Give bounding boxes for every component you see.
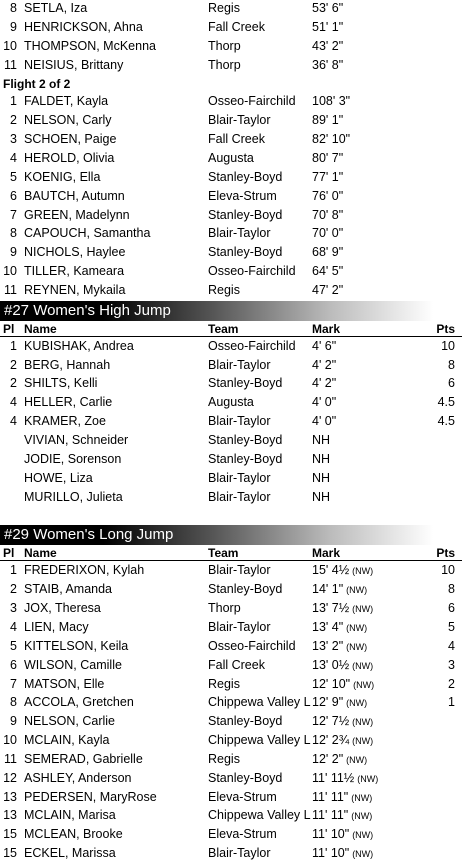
place: 4: [10, 414, 17, 429]
mark-value: 53' 6": [312, 1, 344, 15]
place: 9: [10, 245, 17, 260]
result-row: [0, 243, 471, 262]
points: 4.5: [437, 395, 455, 410]
athlete-name: HEROLD, Olivia: [24, 150, 115, 165]
wind-note: (NW): [352, 566, 374, 577]
athlete-name: NEISIUS, Brittany: [24, 57, 124, 72]
result-row: [0, 431, 471, 450]
team-name: Stanley-Boyd: [208, 770, 283, 785]
team-name: Osseo-Fairchild: [208, 338, 296, 353]
mark: [312, 844, 373, 864]
team-name: Blair-Taylor: [208, 470, 271, 485]
mark-value: 70' 8": [312, 207, 344, 222]
result-row: [0, 844, 471, 863]
team-name: Blair-Taylor: [208, 619, 271, 634]
athlete-name: VIVIAN, Schneider: [24, 433, 129, 447]
athlete-name: MCLAIN, Kayla: [24, 733, 110, 748]
team-name: Regis: [208, 1, 240, 15]
mark-value: 13' 0½: [312, 657, 350, 672]
athlete-name: NICHOLS, Haylee: [24, 245, 126, 260]
mark-value: 11' 11": [312, 789, 349, 804]
place: 5: [10, 169, 17, 184]
result-row: [0, 56, 471, 75]
team-name: Osseo-Fairchild: [208, 264, 296, 279]
athlete-name: CAPOUCH, Samantha: [24, 226, 151, 241]
mark-value: 4' 2": [312, 357, 337, 372]
team-name: Osseo-Fairchild: [208, 94, 296, 109]
header-mark: Mark: [312, 546, 341, 561]
points: 2: [448, 676, 455, 691]
place: 15: [3, 827, 17, 842]
mark: [312, 825, 373, 845]
place: 10: [3, 264, 17, 279]
team-name: Thorp: [208, 57, 241, 72]
mark: [312, 693, 367, 713]
result-row: [0, 580, 471, 599]
mark-value: 12' 2¾: [312, 733, 350, 748]
athlete-name: LIEN, Macy: [24, 619, 89, 634]
team-name: Stanley-Boyd: [208, 714, 283, 729]
mark-value: 14' 1": [312, 582, 344, 597]
mark: [312, 149, 343, 168]
points: 10: [441, 563, 455, 578]
athlete-name: KRAMER, Zoe: [24, 414, 106, 429]
result-row: [0, 693, 471, 712]
result-row: [0, 412, 471, 431]
place: 4: [10, 150, 17, 165]
place: 13: [3, 789, 17, 804]
mark: [312, 356, 336, 375]
team-name: Stanley-Boyd: [208, 433, 283, 447]
mark: [312, 337, 336, 356]
points: 4.5: [437, 414, 455, 429]
mark: [312, 656, 373, 676]
team-name: Stanley-Boyd: [208, 169, 283, 184]
mark: [312, 750, 367, 770]
mark-value: 36' 8": [312, 57, 344, 72]
result-row: [0, 750, 471, 769]
mark: [312, 206, 343, 225]
team-name: Stanley-Boyd: [208, 245, 283, 260]
team-name: Chippewa Valley L: [208, 733, 311, 748]
result-row: [0, 111, 471, 130]
wind-note: (NW): [346, 698, 368, 709]
team-name: Blair-Taylor: [208, 489, 271, 504]
wind-note: (NW): [346, 622, 368, 633]
header-team: Team: [208, 321, 239, 336]
result-row: [0, 450, 471, 469]
mark-value: 4' 0": [312, 414, 337, 429]
result-row: [0, 393, 471, 412]
mark: [312, 618, 367, 638]
points: 3: [448, 657, 455, 672]
place: 3: [10, 601, 17, 616]
mark-value: 82' 10": [312, 132, 351, 147]
team-name: Fall Creek: [208, 132, 265, 147]
result-row: [0, 37, 471, 56]
wind-note: (NW): [346, 754, 368, 765]
result-row: [0, 561, 471, 580]
mark: [312, 769, 378, 789]
athlete-name: SCHOEN, Paige: [24, 132, 117, 147]
result-row: [0, 731, 471, 750]
team-name: Thorp: [208, 38, 241, 53]
athlete-name: KITTELSON, Keila: [24, 638, 129, 653]
team-name: Stanley-Boyd: [208, 582, 283, 597]
mark-value: 15' 4½: [312, 563, 350, 578]
athlete-name: SEMERAD, Gabrielle: [24, 751, 143, 766]
athlete-name: REYNEN, Mykaila: [24, 282, 126, 297]
team-name: Blair-Taylor: [208, 113, 271, 128]
mark-value: NH: [312, 451, 331, 466]
athlete-name: JOX, Theresa: [24, 601, 101, 616]
team-name: Blair-Taylor: [208, 357, 271, 372]
result-row: [0, 0, 471, 18]
column-header: [0, 545, 471, 561]
result-row: [0, 637, 471, 656]
athlete-name: SHILTS, Kelli: [24, 376, 98, 391]
athlete-name: ECKEL, Marissa: [24, 846, 116, 861]
wind-note: (NW): [346, 641, 368, 652]
mark-value: 4' 0": [312, 395, 337, 410]
mark-value: 11' 10": [312, 846, 350, 861]
mark: [312, 0, 343, 18]
team-name: Augusta: [208, 395, 254, 410]
mark: [312, 561, 373, 581]
mark: [312, 731, 373, 751]
place: 7: [10, 676, 17, 691]
place: 9: [10, 19, 17, 34]
header-team: Team: [208, 546, 239, 561]
mark: [312, 580, 367, 600]
mark: [312, 469, 330, 488]
result-row: [0, 356, 471, 375]
athlete-name: PEDERSEN, MaryRose: [24, 789, 157, 804]
place: 8: [10, 1, 17, 15]
mark: [312, 431, 330, 450]
result-row: [0, 149, 471, 168]
mark: [312, 393, 336, 412]
points: 6: [448, 601, 455, 616]
mark: [312, 374, 336, 393]
mark: [312, 788, 372, 808]
athlete-name: ACCOLA, Gretchen: [24, 695, 134, 710]
team-name: Stanley-Boyd: [208, 451, 283, 466]
athlete-name: KOENIG, Ella: [24, 169, 101, 184]
place: 11: [4, 751, 17, 766]
result-row: [0, 168, 471, 187]
wind-note: (NW): [357, 773, 379, 784]
mark-value: 89' 1": [312, 113, 344, 128]
mark: [312, 412, 336, 431]
result-row: [0, 599, 471, 618]
team-name: Eleva-Strum: [208, 188, 277, 203]
place: 6: [10, 188, 17, 203]
result-row: [0, 788, 471, 807]
mark-value: 13' 7½: [312, 601, 350, 616]
mark-value: 77' 1": [312, 169, 344, 184]
result-row: [0, 712, 471, 731]
athlete-name: MATSON, Elle: [24, 676, 105, 691]
mark-value: 43' 2": [312, 38, 344, 53]
athlete-name: GREEN, Madelynn: [24, 207, 130, 222]
mark: [312, 262, 343, 281]
athlete-name: HENRICKSON, Ahna: [24, 19, 143, 34]
wind-note: (NW): [351, 792, 373, 803]
result-row: [0, 337, 471, 356]
mark: [312, 111, 343, 130]
team-name: Regis: [208, 282, 240, 297]
points: 4: [448, 638, 455, 653]
mark-value: 4' 2": [312, 376, 337, 391]
header-name: Name: [24, 546, 57, 561]
mark: [312, 187, 343, 206]
team-name: Osseo-Fairchild: [208, 638, 296, 653]
result-row: [0, 618, 471, 637]
athlete-name: WILSON, Camille: [24, 657, 122, 672]
place: 9: [10, 714, 17, 729]
mark: [312, 224, 343, 243]
place: 1: [10, 94, 17, 109]
result-row: [0, 769, 471, 788]
athlete-name: FALDET, Kayla: [24, 94, 109, 109]
place: 5: [10, 638, 17, 653]
mark-value: 12' 7½: [312, 714, 350, 729]
team-name: Regis: [208, 676, 240, 691]
mark-value: 51' 1": [312, 19, 344, 34]
athlete-name: BERG, Hannah: [24, 357, 111, 372]
place: 10: [3, 733, 17, 748]
athlete-name: KUBISHAK, Andrea: [24, 338, 134, 353]
athlete-name: MURILLO, Julieta: [24, 489, 123, 504]
points: 6: [448, 376, 455, 391]
team-name: Stanley-Boyd: [208, 207, 283, 222]
event-title: #27 Women's High Jump: [0, 301, 471, 321]
result-row: [0, 92, 471, 111]
header-mark: Mark: [312, 321, 341, 336]
points: 1: [448, 695, 455, 710]
team-name: Thorp: [208, 601, 241, 616]
result-row: [0, 675, 471, 694]
result-row: [0, 488, 471, 507]
header-place: Pl: [3, 546, 15, 561]
result-row: [0, 281, 471, 300]
result-row: [0, 224, 471, 243]
athlete-name: STAIB, Amanda: [24, 582, 113, 597]
mark-value: 47' 2": [312, 282, 344, 297]
place: 11: [4, 282, 17, 297]
mark: [312, 37, 343, 56]
athlete-name: NELSON, Carly: [24, 113, 112, 128]
mark: [312, 599, 373, 619]
result-row: [0, 130, 471, 149]
mark-value: 68' 9": [312, 245, 344, 260]
wind-note: (NW): [352, 830, 374, 841]
mark: [312, 806, 372, 826]
mark-value: 12' 10": [312, 676, 351, 691]
place: 4: [10, 395, 17, 410]
points: 8: [448, 357, 455, 372]
mark-value: 13' 2": [312, 638, 344, 653]
team-name: Blair-Taylor: [208, 846, 271, 861]
header-place: Pl: [3, 321, 15, 336]
mark: [312, 130, 350, 149]
team-name: Fall Creek: [208, 657, 265, 672]
mark-value: 11' 11½: [312, 770, 355, 785]
place: 3: [10, 132, 17, 147]
header-name: Name: [24, 321, 57, 336]
place: 1: [10, 563, 17, 578]
place: 2: [10, 376, 17, 391]
place: 2: [10, 582, 17, 597]
athlete-name: HELLER, Carlie: [24, 395, 113, 410]
mark: [312, 637, 367, 657]
wind-note: (NW): [352, 717, 374, 728]
header-points: Pts: [436, 321, 455, 336]
mark: [312, 18, 343, 37]
athlete-name: SETLA, Iza: [24, 1, 88, 15]
team-name: Blair-Taylor: [208, 414, 271, 429]
result-row: [0, 656, 471, 675]
mark: [312, 712, 373, 732]
athlete-name: JODIE, Sorenson: [24, 451, 122, 466]
result-row: [0, 806, 471, 825]
place: 8: [10, 226, 17, 241]
athlete-name: TILLER, Kameara: [24, 264, 125, 279]
athlete-name: NELSON, Carlie: [24, 714, 115, 729]
athlete-name: THOMPSON, McKenna: [24, 38, 156, 53]
team-name: Fall Creek: [208, 19, 265, 34]
athlete-name: FREDERIXON, Kylah: [24, 563, 145, 578]
place: 4: [10, 619, 17, 634]
result-row: [0, 187, 471, 206]
mark: [312, 56, 343, 75]
athlete-name: MCLEAN, Brooke: [24, 827, 123, 842]
mark-value: 70' 0": [312, 226, 344, 241]
mark: [312, 488, 330, 507]
mark-value: NH: [312, 470, 331, 485]
mark-value: NH: [312, 489, 331, 504]
mark: [312, 450, 330, 469]
team-name: Chippewa Valley L: [208, 695, 311, 710]
wind-note: (NW): [351, 811, 373, 822]
mark: [312, 92, 350, 111]
mark-value: 11' 11": [312, 808, 349, 823]
team-name: Eleva-Strum: [208, 827, 277, 842]
athlete-name: MCLAIN, Marisa: [24, 808, 116, 823]
place: 6: [10, 657, 17, 672]
team-name: Blair-Taylor: [208, 226, 271, 241]
result-row: [0, 206, 471, 225]
team-name: Chippewa Valley L: [208, 808, 311, 823]
place: 11: [4, 57, 17, 72]
place: 2: [10, 357, 17, 372]
mark-value: 108' 3": [312, 94, 351, 109]
place: 8: [10, 695, 17, 710]
place: 1: [10, 338, 17, 353]
result-row: [0, 469, 471, 488]
team-name: Stanley-Boyd: [208, 376, 283, 391]
wind-note: (NW): [352, 604, 374, 615]
team-name: Eleva-Strum: [208, 789, 277, 804]
team-name: Augusta: [208, 150, 254, 165]
mark-value: 13' 4": [312, 619, 344, 634]
points: 10: [441, 338, 455, 353]
mark-value: 12' 9": [312, 695, 344, 710]
place: 2: [10, 113, 17, 128]
place: 13: [3, 808, 17, 823]
result-row: [0, 374, 471, 393]
flight-label: Flight 2 of 2: [3, 77, 71, 92]
team-name: Blair-Taylor: [208, 563, 271, 578]
place: 12: [3, 770, 17, 785]
mark-value: 64' 5": [312, 264, 344, 279]
points: 5: [448, 619, 455, 634]
result-row: [0, 262, 471, 281]
mark-value: 4' 6": [312, 338, 337, 353]
mark-value: 12' 2": [312, 751, 344, 766]
column-header: [0, 321, 471, 337]
mark-value: 11' 10": [312, 827, 350, 842]
header-points: Pts: [436, 546, 455, 561]
place: 15: [3, 846, 17, 861]
wind-note: (NW): [352, 736, 374, 747]
mark: [312, 168, 343, 187]
wind-note: (NW): [346, 585, 368, 596]
wind-note: (NW): [352, 849, 374, 860]
mark: [312, 675, 374, 695]
result-row: [0, 825, 471, 844]
place: 7: [10, 207, 17, 222]
result-row: [0, 18, 471, 37]
team-name: Regis: [208, 751, 240, 766]
points: 8: [448, 582, 455, 597]
wind-note: (NW): [352, 660, 374, 671]
mark-value: 76' 0": [312, 188, 344, 203]
event-title: #29 Women's Long Jump: [0, 525, 471, 545]
mark: [312, 243, 343, 262]
athlete-name: BAUTCH, Autumn: [24, 188, 125, 203]
mark-value: NH: [312, 433, 331, 447]
mark-value: 80' 7": [312, 150, 344, 165]
wind-note: (NW): [353, 679, 375, 690]
mark: [312, 281, 343, 300]
athlete-name: HOWE, Liza: [24, 470, 93, 485]
place: 10: [3, 38, 17, 53]
athlete-name: ASHLEY, Anderson: [24, 770, 132, 785]
